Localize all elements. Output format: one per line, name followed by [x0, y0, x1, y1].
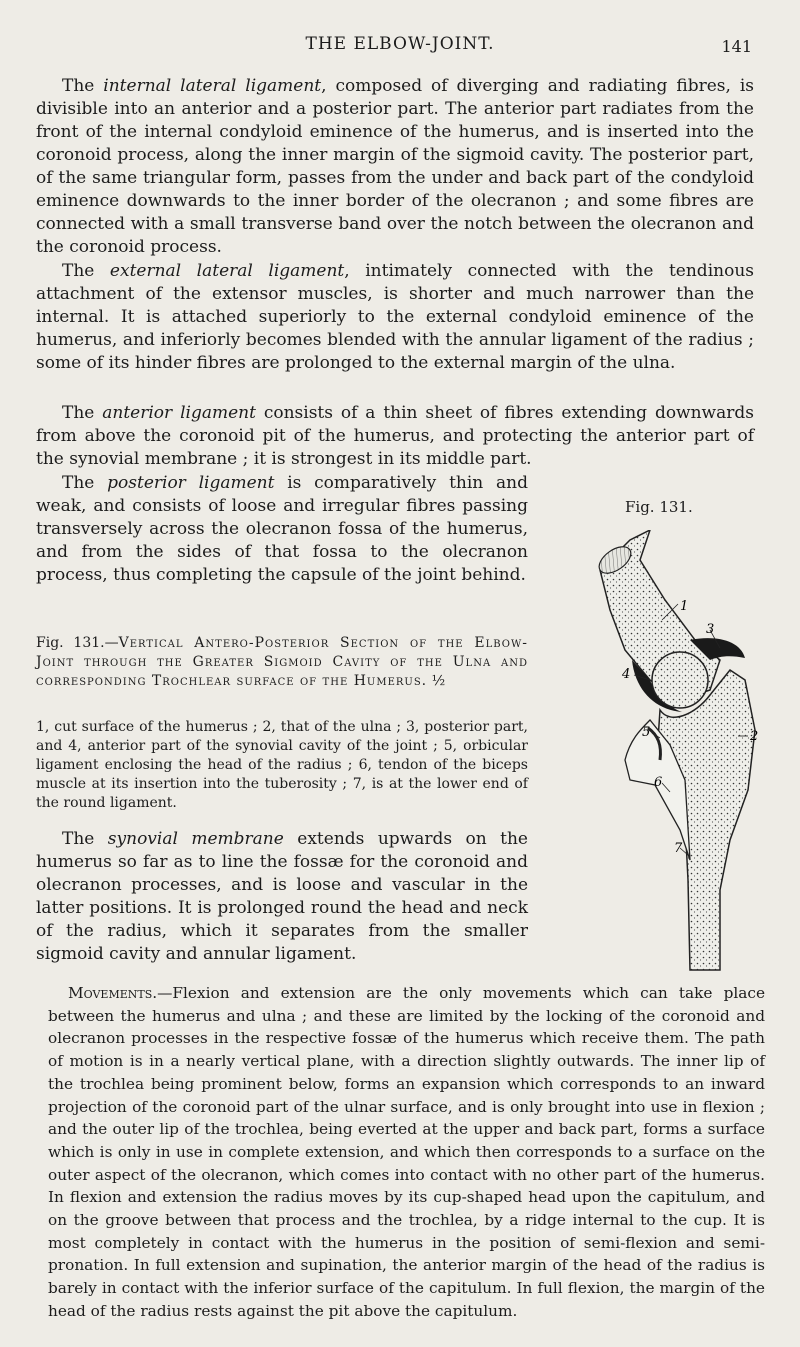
figure-number-1: 1	[680, 599, 689, 614]
figure-number-7: 7	[674, 841, 683, 856]
figure-legend: 1, cut surface of the humerus ; 2, that of the ulna ; 3, posterior part, and 4, anterior part of the synovial cavity of the joint ; 5, orbicular ligament enclosing the head of the radius ; 6, tendon of the biceps muscle at its insertion into the tuberosity ; 7, is at the lower end of the round ligament.	[36, 719, 528, 811]
figure-number-5: 5	[642, 725, 651, 740]
paragraph-movements: Movements.—Flexion and extension are the only movements which can take place between the humerus and ulna ; and these are limited by the locking of the coronoid and olecranon processes in the respective fossæ of the humerus which receive them. The path of motion is in a nearly vertical plane, with a direction slightly outwards. The inner lip of the trochlea being prominent below, forms an expansion which corresponds to an inward projection of the coronoid part of the ulnar surface, and is only brought into use in flexion ; and the outer lip of the trochlea, being everted at the upper and back part, forms a surface which is only in use in complete extension, and which then corresponds to a surface on the outer aspect of the olecranon, which comes into contact with no other part of the humerus. In flexion and extension the radius moves by its cup-shaped head upon the capitulum, and on the groove between that process and the trochlea, by a ridge internal to the cup. It is most completely in contact with the humerus in the position of semi-flexion and semi-pronation. In full extension and supination, the anterior margin of the head of the radius is barely in contact with the inferior surface of the capitulum. In full flexion, the margin of the head of the radius rests against the pit above the capitulum.	[48, 984, 765, 1320]
term-internal-lateral-ligament: internal lateral ligament	[103, 76, 322, 96]
figure-number-2: 2	[750, 729, 759, 744]
ulna-bone	[658, 670, 755, 970]
figure-number-6: 6	[654, 775, 663, 790]
paragraph-synovial-membrane: The synovial membrane extends upwards on the humerus so far as to line the fossæ for the coronoid and olecranon processes, and is loose and vascular in the latter positions. It is prolonged round the head and neck of the radius, which it separates from the smaller sigmoid cavity and annular ligament.	[36, 829, 528, 964]
figure-131-elbow-section	[570, 530, 780, 980]
movements-heading: Movements.	[68, 984, 158, 1002]
running-title: THE ELBOW-JOINT.	[305, 34, 495, 54]
paragraph-posterior-ligament: The posterior ligament is comparatively thin and weak, and consists of loose and irregular fibres passing transversely across the olecranon fossa of the humerus, and from the sides of that fossa to the olecranon process, thus completing the capsule of the joint behind.	[36, 473, 528, 585]
figure-number-4: 4	[622, 667, 631, 682]
figure-number-3: 3	[706, 622, 715, 637]
paragraph-internal-lateral-ligament: The internal lateral ligament, composed of diverging and radiating fibres, is divisible into an anterior and a posterior part. The anterior part radiates from the front of the internal condyloid eminence of the humerus, and is inserted into the coronoid process, along the inner margin of the sigmoid cavity. The posterior part, of the same triangular form, passes from the under and back part of the condyloid eminence downwards to the inner border of the olecranon ; and some fibres are connected with a small transverse band over the notch between the olecranon and the coronoid process.	[36, 76, 754, 257]
paragraph-anterior-ligament: The anterior ligament consists of a thin sheet of fibres extending downwards from above the coronoid pit of the humerus, and protecting the anterior part of the synovial membrane ; it is strongest in its middle part.	[36, 403, 754, 469]
figure-caption: Fig. 131.—Vertical Antero-Posterior Section of the Elbow-Joint through the Greater Sigmoid Cavity of the Ulna and corresponding Trochlear surface of the Humerus. ½	[36, 635, 528, 689]
page-header	[0, 34, 800, 58]
term-anterior-ligament: anterior ligament	[102, 403, 256, 423]
term-synovial-membrane: synovial membrane	[107, 829, 284, 849]
page-number: 141	[721, 37, 752, 56]
figure-caption-title: Vertical Antero-Posterior Section of the Elbow-Joint through the Greater Sigmoid Cavity of the Ulna and corresponding Trochlear surface of the Humerus.	[36, 635, 528, 689]
trochlea	[652, 652, 708, 708]
figure-label: Fig. 131.	[625, 498, 693, 516]
term-external-lateral-ligament: external lateral ligament	[109, 261, 345, 281]
paragraph-external-lateral-ligament: The external lateral ligament, intimately connected with the tendinous attachment of the extensor muscles, is shorter and much narrower than the internal. It is attached superiorly to the external condyloid eminence of the humerus, and inferiorly becomes blended with the annular ligament of the radius ; some of its hinder fibres are prolonged to the external margin of the ulna.	[36, 261, 754, 373]
term-posterior-ligament: posterior ligament	[107, 473, 275, 493]
figure-scale: ½	[431, 673, 446, 689]
